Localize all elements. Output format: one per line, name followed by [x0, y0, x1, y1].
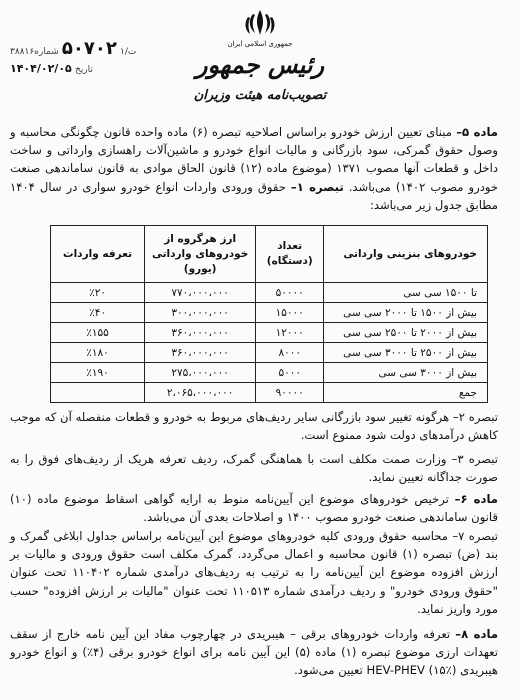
cell-count: ۱۲۰۰۰: [256, 323, 324, 343]
article-6: [10, 490, 498, 526]
note-3: تبصره ۳– وزارت صمت مکلف است با هماهنگی گمرک، ردیف تعرفه هریک از ردیف‌های فوق را به صورت جداگانه تعیین نماید.: [10, 452, 498, 485]
note-1-text: حقوق ورودی واردات انواع خودرو سواری در سال ۱۴۰۴ مطابق جدول زیر می‌باشد:: [10, 179, 498, 212]
president-title: رئیس جمهور: [195, 50, 325, 79]
table-total-row: [51, 383, 488, 403]
table-row: [51, 343, 488, 363]
col-header-type: خودروهای بنزینی وارداتی: [324, 226, 488, 283]
iran-emblem-icon: [243, 8, 277, 38]
cell-count: ۸۰۰۰: [256, 343, 324, 363]
letter-number-value: ۵۰۷۰۲: [61, 38, 117, 59]
col-header-count: تعداد (دستگاه): [256, 226, 324, 283]
cell-tariff: ٪۱۸۰: [51, 343, 145, 363]
article-5: [10, 123, 498, 214]
table-header-row: [51, 226, 488, 283]
import-tariff-table: [50, 225, 488, 403]
cell-count: ۵۰۰۰۰: [256, 283, 324, 303]
letter-number: [10, 38, 136, 59]
table-row: [51, 283, 488, 303]
note-1-heading: تبصره ۱–: [290, 179, 344, 194]
cell-type: بیش از ۲۵۰۰ تا ۳۰۰۰ سی سی: [324, 343, 488, 363]
note-7: تبصره ۷– محاسبه حقوق ورودی کلیه خودروهای موضوع این آیین‌نامه براساس جداول ابلاغی گمرک و بند (ض) تبصره (۱) قانون محاسبه و اعمال می‌گردد. گمرک مکلف است حقوق ورودی و مالیات بر ارزش افزوده موضوع این آیین‌نامه را به ترتیب به ردیف‌های درآمدی شماره ۱۱۰۴۰۲ تحت عنوان "حقوق ورودی خودرو" و ردیف درآمدی شماره ۱۱۰۵۱۳ تحت عنوان "مالیات بر ارزش افزوده" حسب مورد واریز نماید.: [10, 529, 498, 616]
col-header-tariff: تعرفه واردات: [51, 226, 145, 283]
article-8-text: تعرفه واردات خودروهای برقی – هیبریدی در چهارچوب مفاد این آیین نامه خارج از سقف تعهدات ارزی موضوع تبصره (۱) ماده (۵) این آیین نامه برای انواع خودرو برقی (۴٪) و انواع خودرو هیبریدی HEV-PHEV (۱۵٪) تعیین می‌شود.: [10, 627, 498, 678]
letter-date-value: ۱۴۰۴/۰۲/۰۵: [10, 62, 72, 75]
cell-count: ۵۰۰۰: [256, 363, 324, 383]
cell-value: ۲،۰۶۵،۰۰۰،۰۰۰: [145, 383, 256, 403]
cell-value: ۳۶۰،۰۰۰،۰۰۰: [145, 343, 256, 363]
table-row: [51, 303, 488, 323]
article-6-text: ترخیص خودروهای موضوع این آیین‌نامه منوط به ارایه گواهی اسقاط موضوع ماده (۱۰) قانون ساماندهی صنعت خودرو مصوب ۱۴۰۰ و اصلاحات بعدی آن می‌باشد.: [10, 492, 498, 525]
letter-number-ref: ۳۸۸۱۶ت/۱: [10, 47, 137, 57]
cell-type: جمع: [324, 383, 488, 403]
cell-type: بیش از ۲۰۰۰ تا ۲۵۰۰ سی سی: [324, 323, 488, 343]
article-8: [10, 625, 498, 680]
cell-type: بیش از ۱۵۰۰ تا ۲۰۰۰ سی سی: [324, 303, 488, 323]
cell-tariff: ٪۱۵۵: [51, 323, 145, 343]
table-row: [51, 323, 488, 343]
cell-count: ۱۵۰۰۰: [256, 303, 324, 323]
cell-value: ۲۷۵،۰۰۰،۰۰۰: [145, 363, 256, 383]
cell-type: تا ۱۵۰۰ سی سی: [324, 283, 488, 303]
republic-label: جمهوری اسلامی ایران: [227, 40, 293, 48]
cell-value: ۳۰۰،۰۰۰،۰۰۰: [145, 303, 256, 323]
cell-tariff: [51, 383, 145, 403]
cell-value: ۷۷۰،۰۰۰،۰۰۰: [145, 283, 256, 303]
note-2: تبصره ۲– هرگونه تغییر سود بازرگانی سایر ردیف‌های مربوط به خودرو و قطعات منفصله آن که موجب کاهش درآمدهای دولت شود ممنوع است.: [10, 410, 499, 443]
cell-tariff: ٪۴۰: [51, 303, 145, 323]
article-6-heading: ماده ۶–: [454, 492, 498, 506]
cell-tariff: ٪۱۹۰: [51, 363, 145, 383]
table-row: [51, 363, 488, 383]
article-5-text: مبنای تعیین ارزش خودرو براساس اصلاحیه تبصره (۶) ماده واحده قانون چگونگی محاسبه و وصول حقوق گمرکی، سود بازرگانی و مالیات انواع خودرو و ماشین‌آلات راهسازی وارداتی و ساخت داخل و قطعات آنها مصوب ۱۳۷۱ (موضوع ماده (۱۲) قانون الحاق موادی به قانون ساماندهی صنعت خودرو مصوب ۱۴۰۲) می‌باشد.: [10, 125, 499, 194]
article-5-heading: ماده ۵–: [456, 125, 498, 139]
letter-number-label: شماره: [34, 47, 59, 57]
cell-count: ۹۰۰۰۰: [256, 383, 324, 403]
cell-value: ۳۶۰،۰۰۰،۰۰۰: [145, 323, 256, 343]
cabinet-title: تصویب‌نامه هیئت وزیران: [193, 88, 327, 103]
col-header-value: ارز هرگروه از خودروهای وارداتی (یورو): [145, 226, 256, 283]
cell-tariff: ٪۲۰: [51, 283, 145, 303]
cell-type: بیش از ۳۰۰۰ سی سی: [324, 363, 488, 383]
letter-date: [10, 62, 93, 75]
letter-date-label: تاریخ: [74, 65, 93, 75]
article-8-heading: ماده ۸–: [455, 627, 498, 641]
